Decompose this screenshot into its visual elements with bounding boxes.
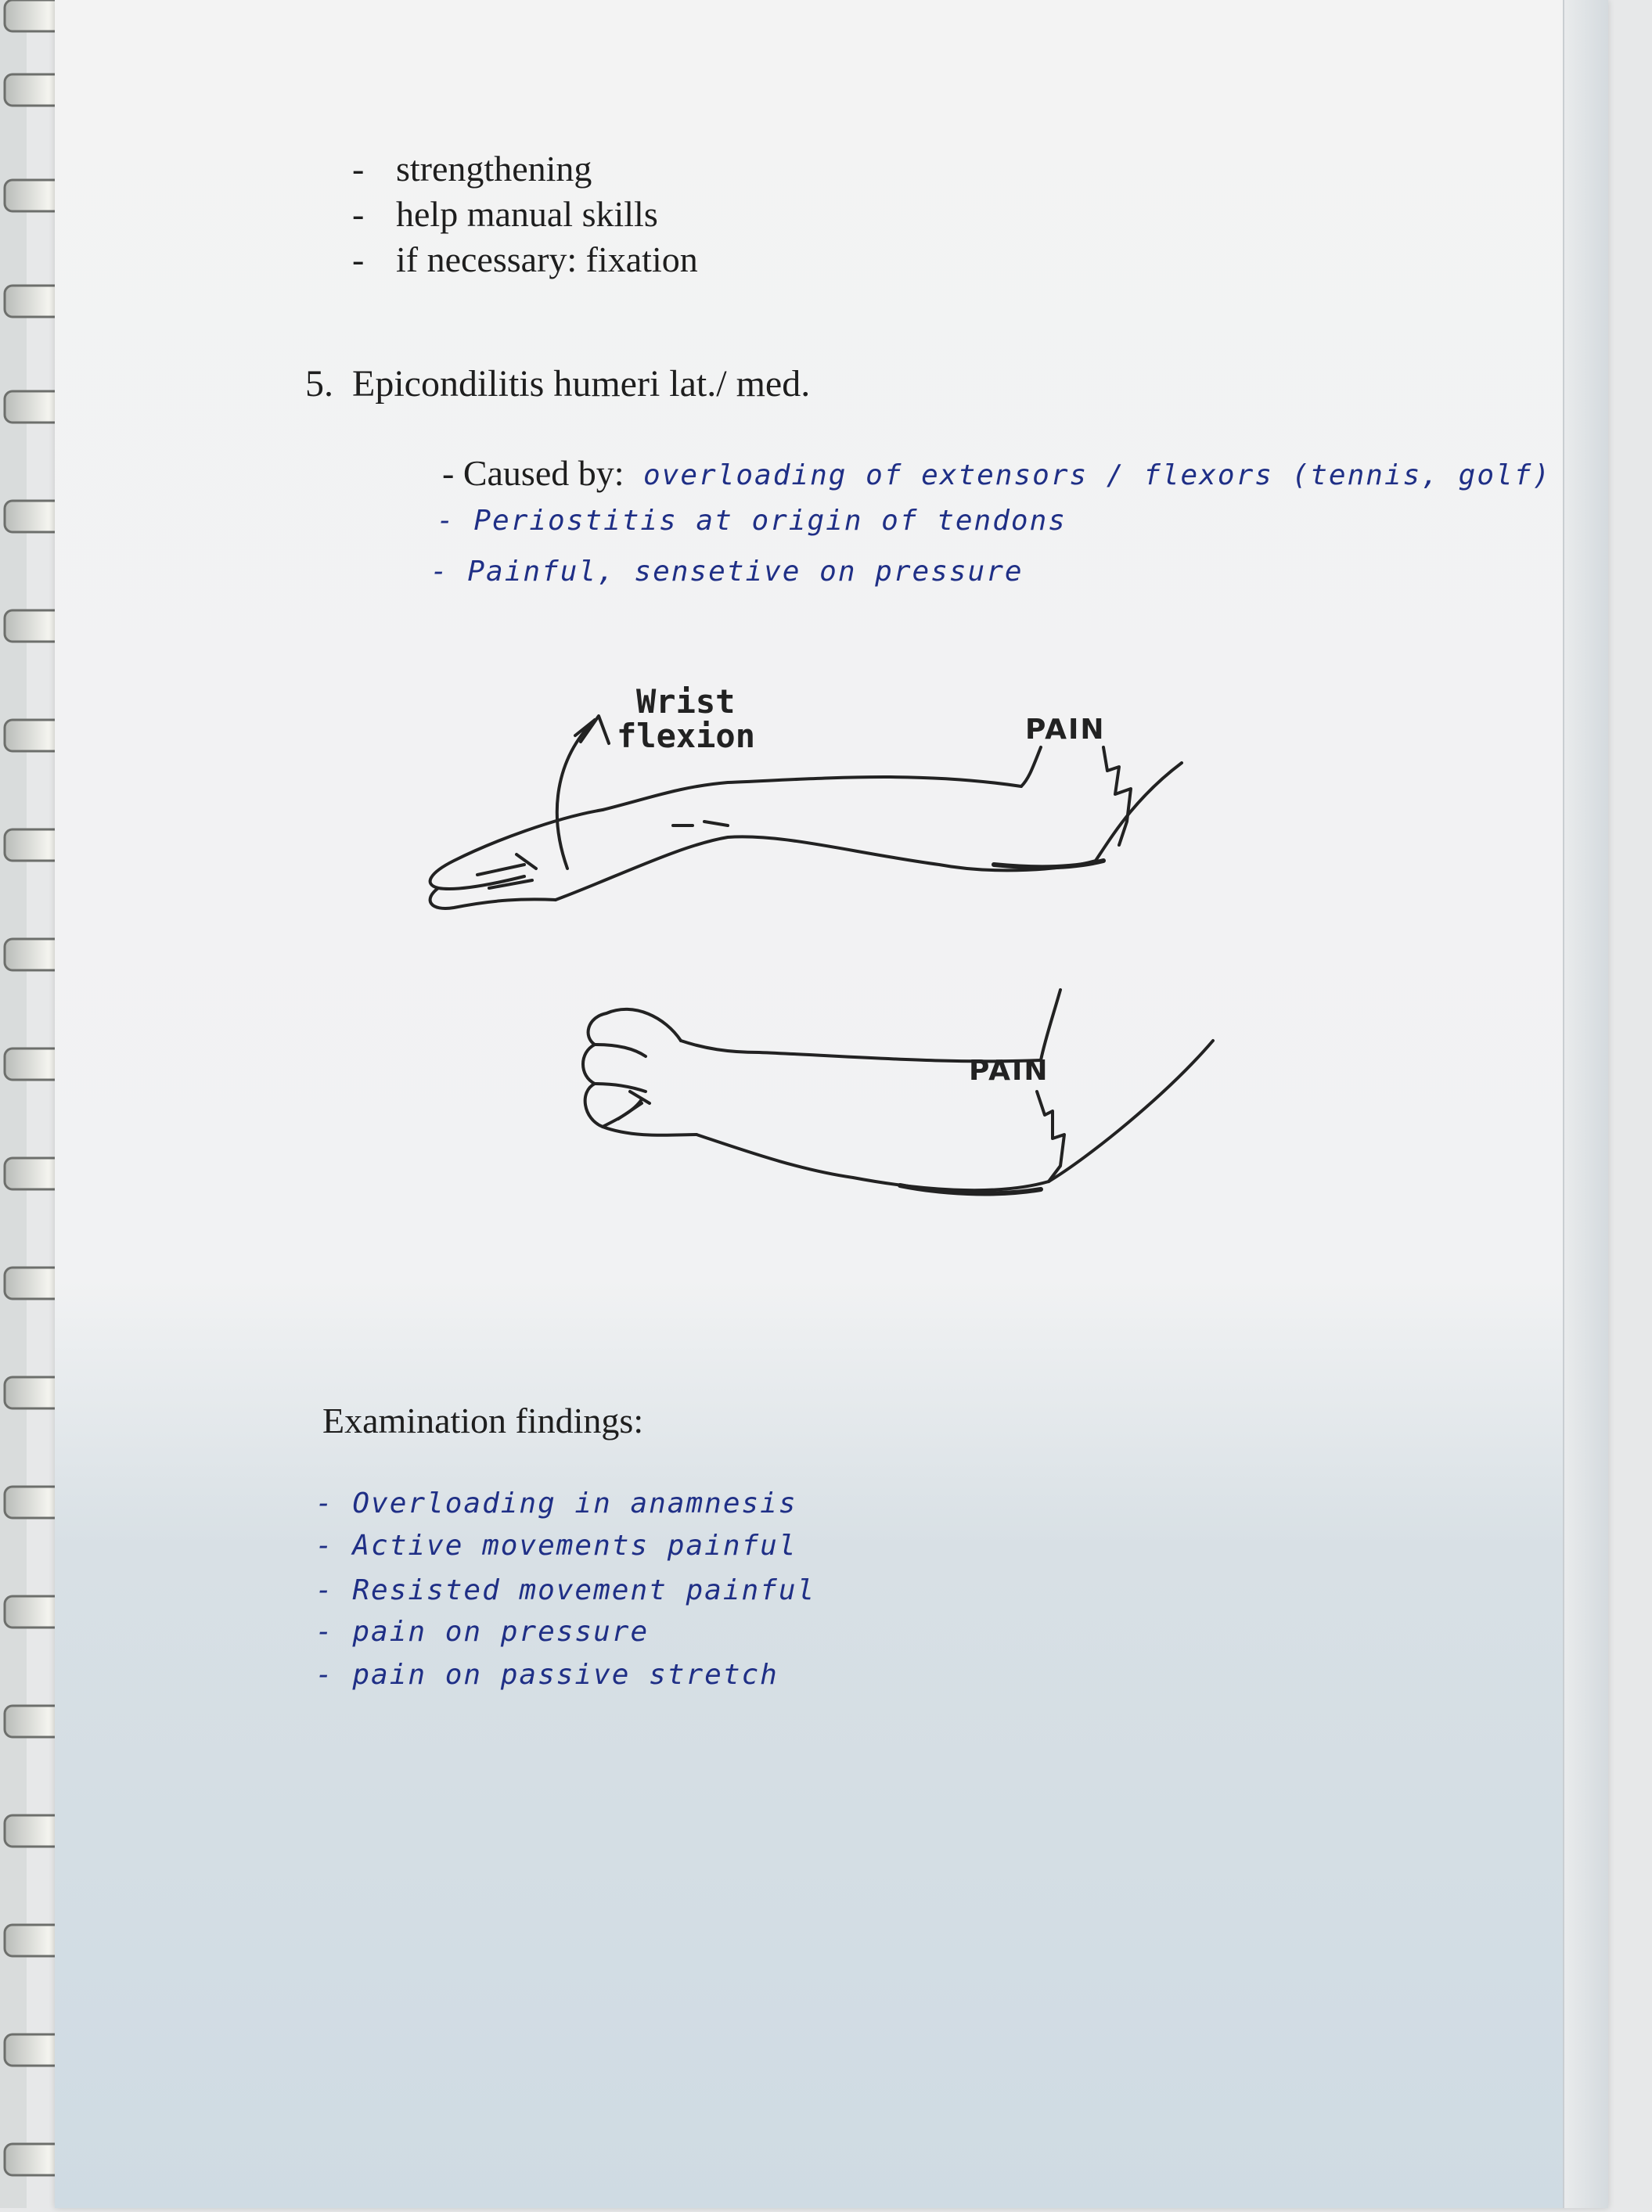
finding-item: - Resisted movement painful [315, 1574, 816, 1606]
finding-item: - pain on pressure [315, 1616, 650, 1648]
lower-forearm-bottom [696, 1135, 1049, 1190]
upper-arm-line [1096, 763, 1182, 861]
caused-by-label: - Caused by: [442, 453, 624, 493]
note-painful: - Painful, sensetive on pressure [430, 556, 1024, 588]
pain-label-top: PAIN [1025, 714, 1106, 746]
finding-item: - pain on passive stretch [315, 1659, 779, 1691]
list-item: - strengthening [352, 149, 592, 189]
hand-fingers [430, 810, 603, 889]
list-item: - help manual skills [352, 194, 658, 234]
note-periostitis: - Periostitis at origin of tendons [437, 505, 1067, 537]
fist [583, 1009, 696, 1135]
finding-item: - Active movements painful [315, 1530, 797, 1562]
elbow-illustration [55, 0, 1608, 2208]
examination-heading: Examination findings: [322, 1401, 644, 1440]
list-item: - if necessary: fixation [352, 239, 698, 279]
section-heading: 5. Epicondilitis humeri lat./ med. [305, 363, 811, 405]
wrist-flexion-label: Wrist flexion [617, 682, 756, 756]
caused-by-value: overloading of extensors / flexors (tennis, golf) [643, 459, 1552, 491]
pain-label-bottom: PAIN [969, 1055, 1049, 1087]
notebook-page [55, 0, 1608, 2208]
finding-item: - Overloading in anamnesis [315, 1487, 797, 1520]
forearm-top [603, 777, 1021, 810]
lower-arm-upper [1049, 1041, 1213, 1182]
